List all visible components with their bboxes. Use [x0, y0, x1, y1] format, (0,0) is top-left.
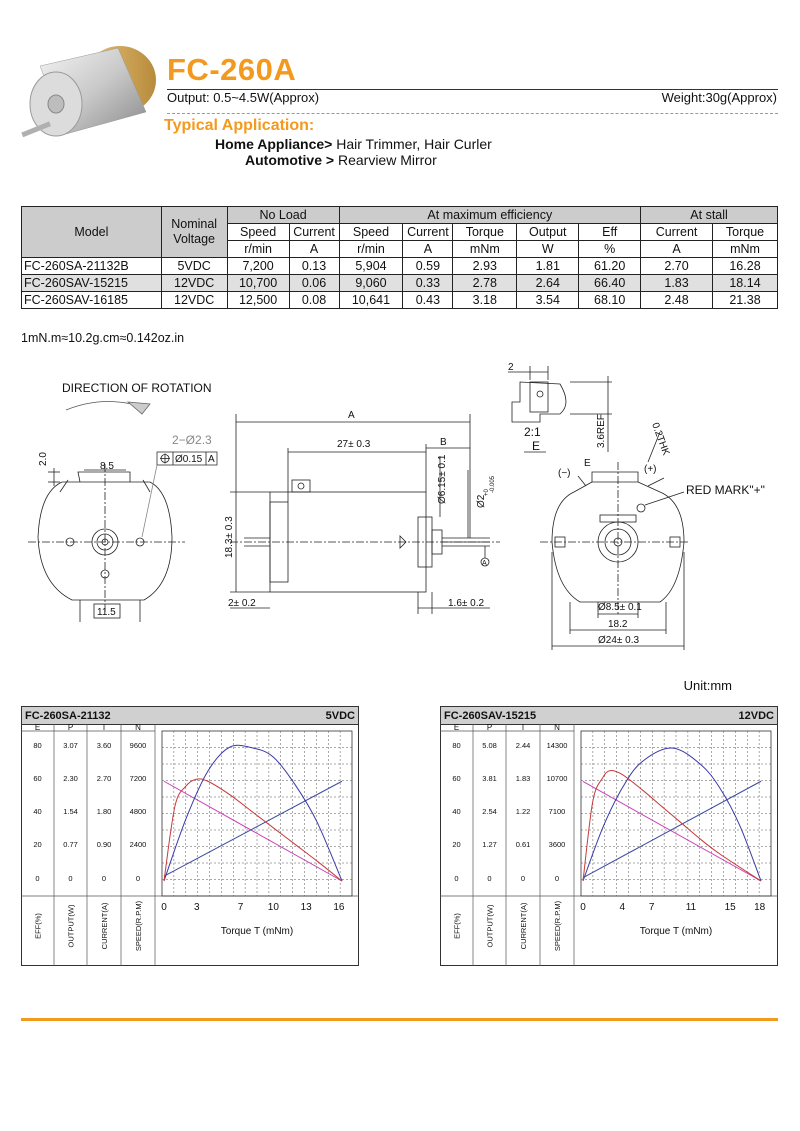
axis-tick-label: 0 [487, 874, 492, 883]
table-cell: 12VDC [161, 275, 227, 292]
column-header: Current [403, 224, 453, 241]
axis-column-head: N [135, 723, 141, 732]
column-header: Output [517, 224, 579, 241]
table-cell: 3.18 [453, 292, 517, 309]
axis-tick-label: 10700 [546, 774, 568, 783]
dim-label: Ø6.15± 0.1 [437, 454, 448, 504]
column-header: Torque [713, 224, 778, 241]
unit-cell: A [641, 241, 713, 258]
table-cell: 18.14 [713, 275, 778, 292]
unit-cell: mNm [453, 241, 517, 258]
axis-column-head: E [453, 723, 460, 732]
x-tick-label: 13 [300, 902, 312, 913]
scale-label: 2:1 [524, 425, 541, 439]
x-tick-label: 3 [194, 902, 200, 913]
rotation-label: DIRECTION OF ROTATION [62, 381, 212, 395]
axis-tick-label: 4800 [129, 807, 147, 816]
performance-chart [440, 706, 778, 966]
dim-label: A [482, 560, 487, 567]
front-view [28, 464, 185, 622]
axis-title: CURRENT(A) [100, 902, 109, 950]
dim-label: Ø0.15 [175, 454, 203, 465]
polarity-plus: (+) [644, 464, 657, 475]
chart-voltage: 12VDC [738, 710, 774, 722]
axis-tick-label: 14300 [546, 741, 568, 750]
table-cell: 5VDC [161, 258, 227, 275]
axis-tick-label: 3600 [548, 840, 566, 849]
table-cell: 1.81 [517, 258, 579, 275]
table-cell: 9,060 [339, 275, 403, 292]
x-tick-label: 10 [267, 902, 279, 913]
header-stall: At stall [641, 207, 778, 224]
dim-label: Ø24± 0.3 [598, 635, 640, 646]
table-cell: 0.33 [403, 275, 453, 292]
header-max-efficiency: At maximum efficiency [339, 207, 641, 224]
table-cell: 10,700 [227, 275, 289, 292]
x-tick-label: 18 [754, 902, 766, 913]
dim-label: +0 [484, 489, 490, 496]
axis-tick-label: 0.61 [515, 840, 531, 849]
column-header: Eff [579, 224, 641, 241]
application-item: Automotive > Rearview Mirror [245, 152, 437, 168]
x-tick-label: 4 [619, 902, 626, 913]
table-cell: 2.70 [641, 258, 713, 275]
column-header: Current [289, 224, 339, 241]
axis-tick-label: 0 [35, 874, 40, 883]
unit-cell: mNm [713, 241, 778, 258]
table-cell: 16.28 [713, 258, 778, 275]
column-header: Speed [339, 224, 403, 241]
axis-tick-label: 0.90 [96, 840, 112, 849]
dim-label: 0.2THK [649, 421, 672, 457]
x-tick-label: 15 [724, 902, 736, 913]
unit-cell: W [517, 241, 579, 258]
application-item: Home Appliance> Hair Trimmer, Hair Curler [215, 136, 492, 152]
x-tick-label: 11 [685, 902, 697, 913]
axis-column-head: I [102, 723, 106, 732]
dim-label: E [584, 458, 591, 469]
axis-tick-label: 80 [452, 741, 461, 750]
table-cell: 7,200 [227, 258, 289, 275]
axis-column-head: P [486, 723, 493, 732]
axis-column-head: I [521, 723, 525, 732]
dim-label: 3.6REF [596, 414, 607, 448]
column-header: Torque [453, 224, 517, 241]
axis-title: EFF(%) [452, 913, 462, 939]
header-divider [167, 113, 778, 114]
axis-tick-label: 5.08 [482, 741, 497, 750]
output-spec: Output: 0.5~4.5W(Approx) [167, 90, 320, 105]
dim-label: -0.005 [490, 475, 496, 493]
chart-voltage: 5VDC [325, 710, 355, 722]
product-title: FC-260A [167, 52, 297, 87]
dim-label: 2−Ø2.3 [172, 433, 212, 447]
axis-tick-label: 2.54 [482, 807, 497, 816]
axis-title: OUTPUT(W) [485, 904, 495, 948]
table-cell: 0.08 [289, 292, 339, 309]
table-cell: 1.83 [641, 275, 713, 292]
table-cell: 10,641 [339, 292, 403, 309]
x-tick-label: 16 [333, 902, 345, 913]
dim-label: Ø2 [476, 494, 487, 508]
axis-tick-label: 0 [135, 874, 141, 883]
table-row [22, 275, 778, 292]
dim-label: 18.2 [608, 619, 628, 630]
axis-tick-label: 2.44 [515, 741, 531, 750]
column-header: Current [641, 224, 713, 241]
table-cell: 5,904 [339, 258, 403, 275]
rotation-arrow-icon [66, 401, 150, 414]
axis-tick-label: 80 [33, 741, 42, 750]
x-tick-label: 7 [237, 902, 244, 913]
model-cell: FC-260SA-21132B [22, 258, 162, 275]
table-row [22, 258, 778, 275]
axis-tick-label: 7100 [548, 807, 566, 816]
table-cell: 0.13 [289, 258, 339, 275]
axis-tick-label: 0 [68, 874, 73, 883]
axis-tick-label: 2.70 [96, 774, 112, 783]
axis-tick-label: 40 [33, 807, 42, 816]
dim-label: B [440, 437, 447, 448]
table-row [22, 292, 778, 309]
header-model: Model [22, 207, 162, 258]
unit-cell: r/min [339, 241, 403, 258]
table-cell: 0.43 [403, 292, 453, 309]
red-mark-label: RED MARK"+" [686, 483, 765, 497]
table-cell: 61.20 [579, 258, 641, 275]
axis-tick-label: 0 [554, 874, 560, 883]
technical-drawing [0, 352, 800, 662]
dim-label: 27± 0.3 [337, 439, 371, 450]
header-no-load: No Load [227, 207, 339, 224]
axis-title: EFF(%) [33, 913, 43, 939]
application-heading: Typical Application: [164, 117, 315, 134]
dim-label: A [208, 454, 215, 465]
axis-tick-label: 0 [101, 874, 107, 883]
axis-tick-label: 20 [33, 840, 42, 849]
axis-tick-label: 9600 [129, 741, 147, 750]
axis-title: OUTPUT(W) [66, 904, 76, 948]
axis-column-head: P [67, 723, 74, 732]
model-cell: FC-260SAV-16185 [22, 292, 162, 309]
x-axis-label: Torque T (mNm) [220, 926, 294, 937]
axis-tick-label: 1.22 [515, 807, 531, 816]
chart-model: FC-260SA-21132 [25, 710, 111, 722]
axis-tick-label: 2.30 [63, 774, 78, 783]
axis-tick-label: 20 [452, 840, 461, 849]
table-cell: 2.93 [453, 258, 517, 275]
axis-tick-label: 60 [33, 774, 42, 783]
table-cell: 2.48 [641, 292, 713, 309]
dim-label: Ø8.5± 0.1 [598, 602, 642, 613]
x-tick-label: 7 [648, 902, 655, 913]
table-cell: 21.38 [713, 292, 778, 309]
model-cell: FC-260SAV-15215 [22, 275, 162, 292]
spec-table [21, 206, 778, 309]
axis-tick-label: 0.77 [63, 840, 78, 849]
x-tick-label: 0 [580, 902, 586, 913]
torque-conversion: 1mN.m≈10.2g.cm≈0.142oz.in [21, 331, 185, 345]
unit-label: Unit:mm [683, 678, 732, 693]
chart-model: FC-260SAV-15215 [444, 710, 537, 722]
axis-tick-label: 7200 [129, 774, 147, 783]
unit-cell: A [289, 241, 339, 258]
axis-title: SPEED(R.P.M) [553, 900, 562, 952]
x-axis-label: Torque T (mNm) [639, 926, 713, 937]
table-cell: 12,500 [227, 292, 289, 309]
table-cell: 12VDC [161, 292, 227, 309]
dim-label: 2± 0.2 [228, 598, 256, 609]
axis-tick-label: 1.80 [96, 807, 112, 816]
table-cell: 0.06 [289, 275, 339, 292]
axis-column-head: E [34, 723, 41, 732]
performance-chart [21, 706, 359, 966]
column-header: Speed [227, 224, 289, 241]
dim-label: 18.3± 0.3 [224, 516, 235, 558]
detail-label: E [532, 439, 541, 453]
axis-tick-label: 3.60 [96, 741, 112, 750]
axis-tick-label: 60 [452, 774, 461, 783]
axis-tick-label: 3.81 [482, 774, 497, 783]
footer-rule [21, 1018, 778, 1021]
axis-tick-label: 1.27 [482, 840, 497, 849]
table-cell: 68.10 [579, 292, 641, 309]
dim-label: 1.6± 0.2 [448, 598, 485, 609]
axis-title: CURRENT(A) [519, 902, 528, 950]
dim-label: A [348, 410, 355, 421]
dim-label: 2 [508, 362, 514, 373]
table-cell: 0.59 [403, 258, 453, 275]
weight-spec: Weight:30g(Approx) [661, 90, 777, 105]
axis-tick-label: 40 [452, 807, 461, 816]
table-cell: 2.64 [517, 275, 579, 292]
header-nominal-voltage: Nominal Voltage [161, 207, 227, 258]
dim-label: 8.5 [100, 461, 114, 472]
unit-cell: % [579, 241, 641, 258]
axis-tick-label: 0 [454, 874, 459, 883]
motor-photo [18, 38, 166, 150]
axis-tick-label: 3.07 [63, 741, 78, 750]
table-cell: 66.40 [579, 275, 641, 292]
axis-column-head: N [554, 723, 560, 732]
polarity-minus: (−) [558, 468, 571, 479]
axis-tick-label: 2400 [129, 840, 147, 849]
axis-title: SPEED(R.P.M) [134, 900, 143, 952]
dim-label: 11.5 [97, 607, 116, 618]
detail-view [508, 366, 660, 462]
table-cell: 2.78 [453, 275, 517, 292]
axis-tick-label: 1.54 [63, 807, 78, 816]
unit-cell: A [403, 241, 453, 258]
unit-cell: r/min [227, 241, 289, 258]
dim-label: 2.0 [38, 452, 49, 466]
x-tick-label: 0 [161, 902, 167, 913]
axis-tick-label: 1.83 [515, 774, 531, 783]
axis-tick-label: 0 [520, 874, 526, 883]
table-cell: 3.54 [517, 292, 579, 309]
